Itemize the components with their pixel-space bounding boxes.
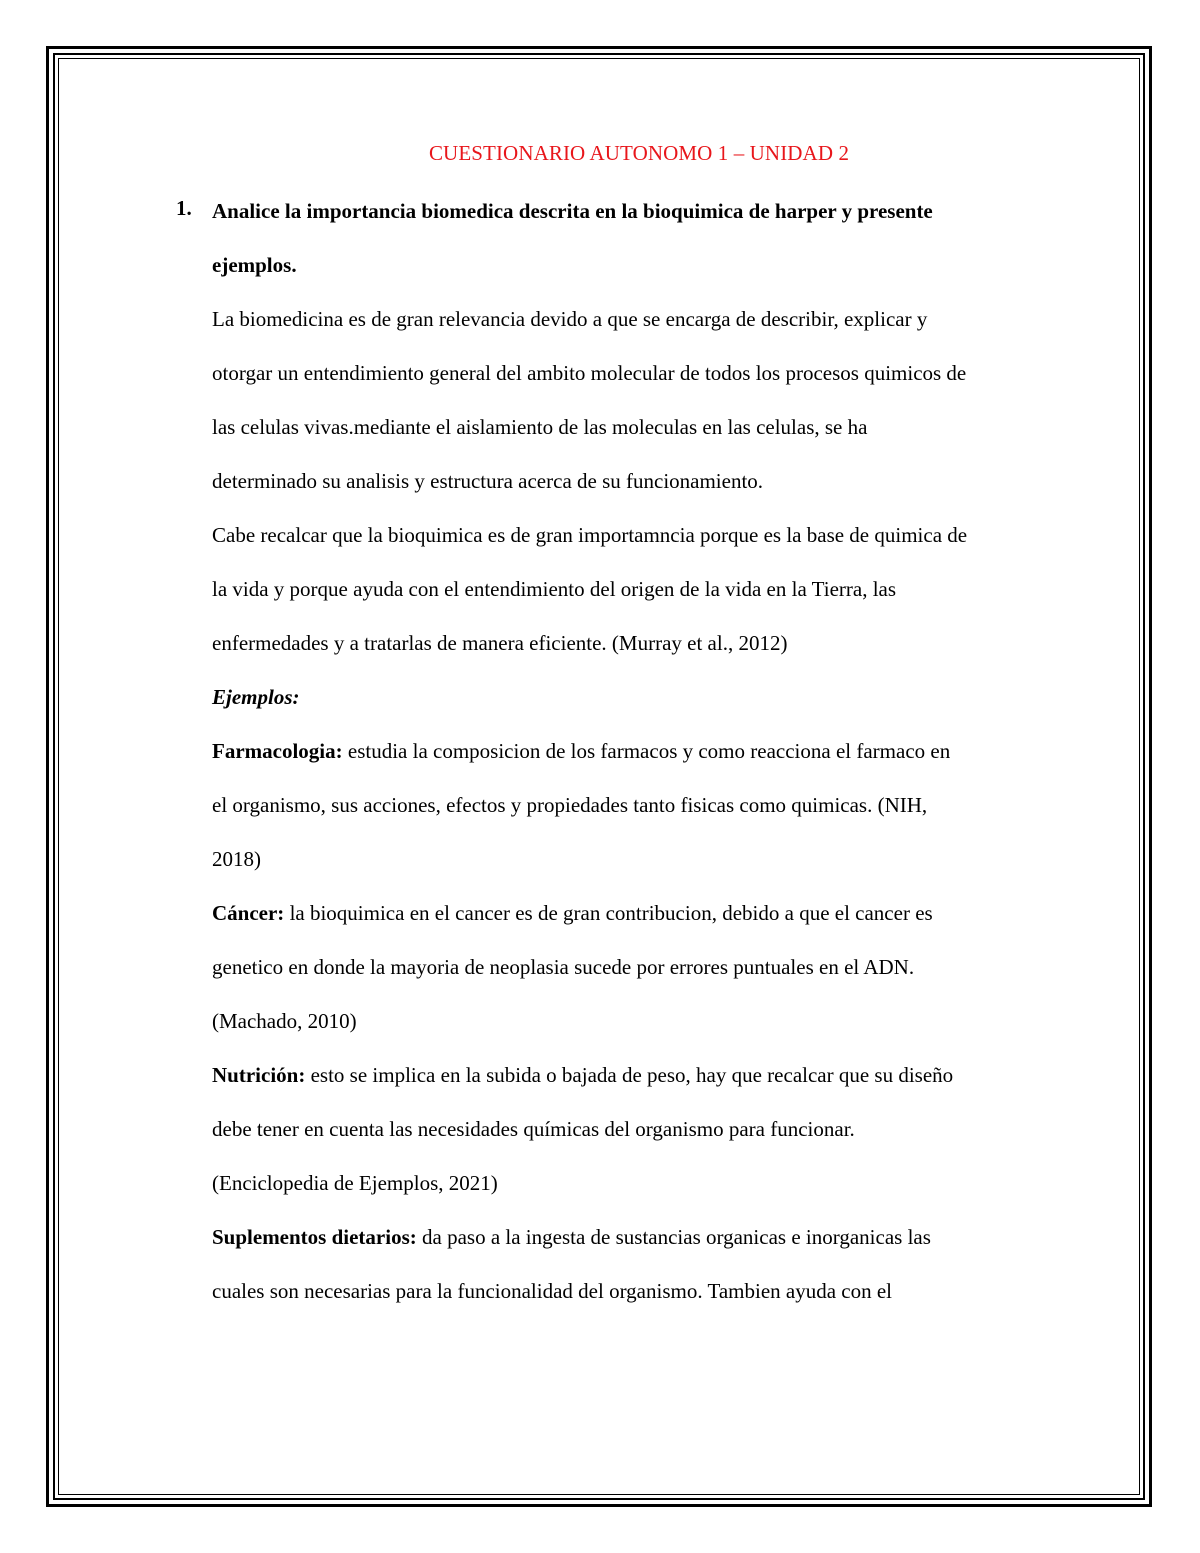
question-line-2: ejemplos. [212, 253, 297, 277]
example-farmacologia-line-2: el organismo, sus acciones, efectos y propiedades tanto fisicas como quimicas. (NIH, [212, 793, 928, 817]
example-nutricion [212, 1060, 953, 1090]
paragraph2-line-3: enfermedades y a tratarlas de manera eficiente. (Murray et al., 2012) [212, 631, 788, 655]
examples-heading: Ejemplos: [212, 685, 300, 709]
example-text: la bioquimica en el cancer es de gran contribucion, debido a que el cancer es [284, 901, 933, 925]
paragraph2-line-2: la vida y porque ayuda con el entendimiento del origen de la vida en la Tierra, las [212, 577, 897, 601]
example-farmacologia-line-3: 2018) [212, 847, 261, 871]
question-line-1: Analice la importancia biomedica descrita en la bioquimica de harper y presente [212, 199, 933, 223]
example-cancer-line-2: genetico en donde la mayoria de neoplasia sucede por errores puntuales en el ADN. [212, 955, 915, 979]
example-farmacologia [212, 736, 950, 766]
example-nutricion-line-2: debe tener en cuenta las necesidades químicas del organismo para funcionar. [212, 1117, 855, 1141]
example-nutricion-line-3: (Enciclopedia de Ejemplos, 2021) [212, 1171, 498, 1195]
example-label: Suplementos dietarios: [212, 1225, 417, 1249]
question-number: 1. [176, 196, 192, 220]
example-text: da paso a la ingesta de sustancias organicas e inorganicas las [416, 1225, 931, 1249]
document-title: CUESTIONARIO AUTONOMO 1 – UNIDAD 2 [428, 141, 850, 165]
example-cancer-line-3: (Machado, 2010) [212, 1009, 357, 1033]
example-label: Nutrición: [212, 1063, 306, 1087]
example-suplementos [212, 1222, 931, 1252]
paragraph1-line-2: otorgar un entendimiento general del ambito molecular de todos los procesos quimicos de [212, 361, 967, 385]
paragraph2-line-1: Cabe recalcar que la bioquimica es de gran importamncia porque es la base de quimica de [212, 523, 968, 547]
paragraph1-line-4: determinado su analisis y estructura acerca de su funcionamiento. [212, 469, 764, 493]
example-suplementos-line-2: cuales son necesarias para la funcionalidad del organismo. Tambien ayuda con el [212, 1279, 893, 1303]
example-label: Farmacologia: [212, 739, 343, 763]
example-text: estudia la composicion de los farmacos y como reacciona el farmaco en [342, 739, 951, 763]
paragraph1-line-1: La biomedicina es de gran relevancia devido a que se encarga de describir, explicar y [212, 307, 928, 331]
example-label: Cáncer: [212, 901, 285, 925]
paragraph1-line-3: las celulas vivas.mediante el aislamiento de las moleculas en las celulas, se ha [212, 415, 868, 439]
example-text: esto se implica en la subida o bajada de peso, hay que recalcar que su diseño [305, 1063, 954, 1087]
example-cancer [212, 898, 933, 928]
